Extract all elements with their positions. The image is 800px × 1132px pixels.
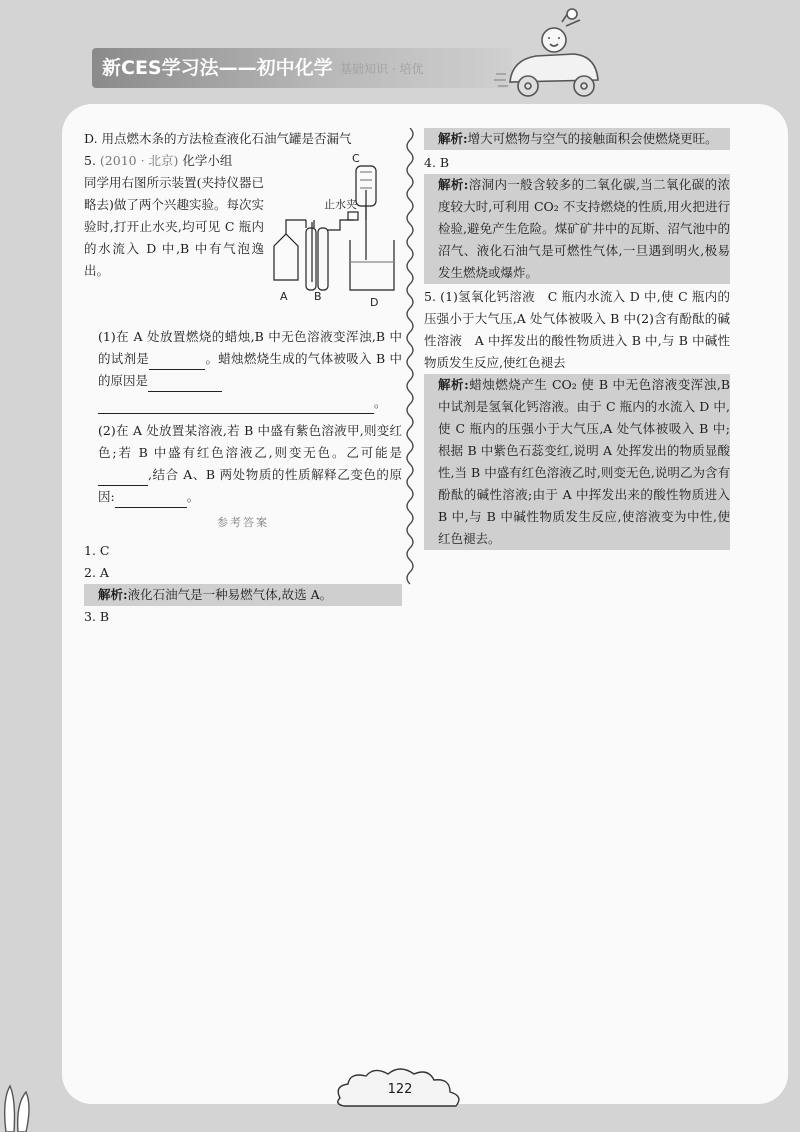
answer-4-analysis (424, 174, 730, 284)
test-tube-b-outer (318, 228, 328, 290)
answer-3: 3. B (84, 609, 110, 624)
analysis-text: 溶洞内一般含较多的二氧化碳,当二氧化碳的浓度较大时,可利用 CO₂ 不支持燃烧的性质,用火把进行检验,避免产生危险。煤矿矿井中的瓦斯、沼气池中的沼气、液化石油气是可燃性气体,一旦遇到明火,极易发生燃烧或爆炸。 (438, 177, 730, 280)
answer-blank[interactable] (98, 398, 374, 414)
part2-end: 。 (186, 489, 200, 504)
analysis-label: 解析: (438, 177, 469, 192)
question-5-part-1 (84, 326, 402, 414)
left-column (84, 128, 402, 628)
question-5-text (84, 150, 264, 282)
header-subtitle: 基础知识 · 培优 (340, 62, 424, 76)
answer-blank[interactable] (148, 376, 222, 392)
answer-blank[interactable] (98, 470, 148, 486)
label-c: C (352, 152, 360, 165)
analysis-text: 液化石油气是一种易燃气体,故选 A。 (127, 587, 333, 602)
answer-5-analysis (424, 374, 730, 550)
part1-end: 。 (374, 395, 387, 410)
rabbit-ears-icon (0, 1070, 40, 1132)
analysis-text: 增大可燃物与空气的接触面积会使燃烧更旺。 (467, 131, 718, 146)
question-number: 5. (84, 153, 96, 168)
question-intro: 同学用右图所示装置(夹持仪器已略去)做了两个兴趣实验。每次实验时,打开止水夹,均可见 C 瓶内的水流入 D 中,B 中有气泡逸出。 (84, 175, 264, 278)
answer-2: 2. A (84, 565, 109, 580)
option-d: D. 用点燃木条的方法检查液化石油气罐是否漏气 (84, 131, 352, 146)
label-clamp: 止水夹 (324, 198, 357, 211)
part2-text-b: ,结合 A、B 两处物质的性质解释乙变色的原因: (98, 467, 402, 504)
apparatus-diagram (270, 150, 402, 326)
header-title: 新CES学习法——初中化学 (102, 57, 333, 79)
test-tube-b (306, 228, 316, 290)
part1-text-a: (1)在 A 处放置燃烧的蜡烛,B 中无色溶液变浑浊,B 中的试剂是 (98, 329, 402, 366)
funnel-a (274, 234, 298, 280)
answer-4: 4. B (424, 155, 450, 170)
beaker-d (350, 240, 394, 290)
question-5-part-2 (84, 420, 402, 508)
answer-1: 1. C (84, 543, 110, 558)
answer-blank[interactable] (149, 354, 205, 370)
clamp (348, 212, 358, 220)
analysis-text: 蜡烛燃烧产生 CO₂ 使 B 中无色溶液变浑浊,B 中试剂是氢氧化钙溶液。由于 C 瓶内的水流入 D 中,使 C 瓶内的压强小于大气压,A 处气体被吸入 B 中;根据 B 中紫色石蕊变红,说明 A 处挥发出的物质显酸性,当 B 中盛有红色溶液乙时,则变无色,说明乙为含有酚酞的碱性溶液;由于 A 中挥发出来的酸性物质进入 B 中,与 B 中碱性物质发生反应,使溶液变为中性,使红色褪去。 (438, 377, 731, 546)
reference-answers-title: 参考答案 (217, 516, 269, 529)
part2-text-a: (2)在 A 处放置某溶液,若 B 中盛有紫色溶液甲,则变红色;若 B 中盛有红色溶液乙,则变无色。乙可能是 (98, 423, 402, 460)
question-source: (2010 · 北京) (99, 153, 179, 168)
analysis-label: 解析: (98, 587, 128, 602)
answer-blank[interactable] (115, 492, 187, 508)
label-d: D (370, 296, 379, 309)
answer-5: 5. (1)氢氧化钙溶液 C 瓶内水流入 D 中,使 C 瓶内的压强小于大气压,A 处气体被吸入 B 中(2)含有酚酞的碱性溶液 A 中挥发出的酸性物质进入 B 中,与 B 中碱性物质发生反应,使红色褪去 (424, 289, 730, 370)
label-b: B (314, 290, 322, 303)
question-intro-start: 化学小组 (182, 153, 233, 168)
column-divider (402, 128, 418, 588)
answer-2-analysis (84, 584, 402, 606)
answer-3-analysis (424, 128, 730, 150)
part1-text-b: 。蜡烛燃烧生成的气体被吸入 B 中的原因是 (98, 351, 402, 388)
car-mascot-icon (492, 8, 612, 108)
page-number: 122 (387, 1082, 413, 1097)
analysis-label: 解析: (438, 377, 469, 392)
right-column (424, 128, 730, 550)
question-5 (84, 150, 402, 326)
analysis-label: 解析: (438, 131, 468, 146)
label-a: A (280, 290, 288, 303)
